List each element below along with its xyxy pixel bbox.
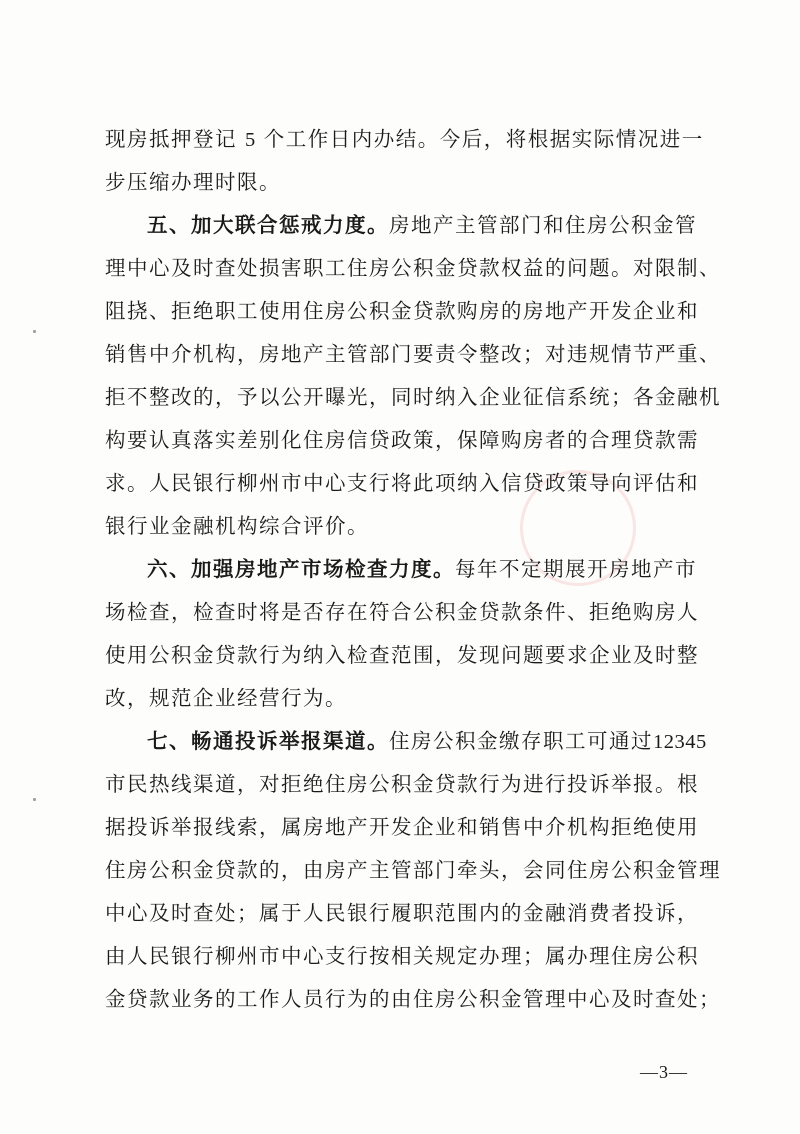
paragraph-line: 销售中介机构，房地产主管部门要责令整改；对违规情节严重、 (105, 342, 721, 366)
section-five-heading: 五、加大联合惩戒力度。 (147, 213, 389, 237)
paragraph-line: 中心及时查处；属于人民银行履职范围内的金融消费者投诉， (105, 901, 699, 925)
paragraph-line: 拒不整改的，予以公开曝光，同时纳入企业征信系统；各金融机 (105, 385, 721, 409)
section-six-first-line: 六、加强房地产市场检查力度。每年不定期展开房地产市 (147, 557, 697, 581)
section-seven-first-line: 七、畅通投诉举报渠道。住房公积金缴存职工可通过12345 (147, 729, 707, 753)
paragraph-line: 据投诉举报线索，属房地产开发企业和销售中介机构拒绝使用 (105, 815, 699, 839)
paragraph-line: 改，规范企业经营行为。 (105, 686, 347, 710)
paragraph-line: 构要认真落实差别化住房信贷政策，保障购房者的合理贷款需 (105, 428, 699, 452)
scan-speck (33, 330, 36, 333)
paragraph-line: 场检查，检查时将是否存在符合公积金贷款条件、拒绝购房人 (105, 600, 699, 624)
paragraph-line: 求。人民银行柳州市中心支行将此项纳入信贷政策导向评估和 (105, 471, 699, 495)
paragraph-line: 现房抵押登记 5 个工作日内办结。今后，将根据实际情况进一 (105, 127, 704, 151)
section-seven-heading: 七、畅通投诉举报渠道。 (147, 729, 389, 753)
section-six-heading: 六、加强房地产市场检查力度。 (147, 557, 455, 581)
paragraph-line: 由人民银行柳州市中心支行按相关规定办理；属办理住房公积 (105, 944, 699, 968)
paragraph-line: 步压缩办理时限。 (105, 170, 281, 194)
paragraph-line: 金贷款业务的工作人员行为的由住房公积金管理中心及时查处； (105, 987, 721, 1011)
paragraph-line: 理中心及时查处损害职工住房公积金贷款权益的问题。对限制、 (105, 256, 721, 280)
scan-speck (33, 798, 36, 801)
section-five-first-line: 五、加大联合惩戒力度。房地产主管部门和住房公积金管 (147, 213, 697, 237)
paragraph-line: 阻挠、拒绝职工使用住房公积金贷款购房的房地产开发企业和 (105, 299, 699, 323)
document-body (105, 118, 721, 1021)
paragraph-line: 银行业金融机构综合评价。 (105, 514, 369, 538)
paragraph-line: 使用公积金贷款行为纳入检查范围，发现问题要求企业及时整 (105, 643, 699, 667)
paragraph-line: 住房公积金贷款的，由房产主管部门牵头，会同住房公积金管理 (105, 858, 721, 882)
paragraph-line: 市民热线渠道，对拒绝住房公积金贷款行为进行投诉举报。根 (105, 772, 699, 796)
page-number: —3— (640, 1062, 688, 1082)
